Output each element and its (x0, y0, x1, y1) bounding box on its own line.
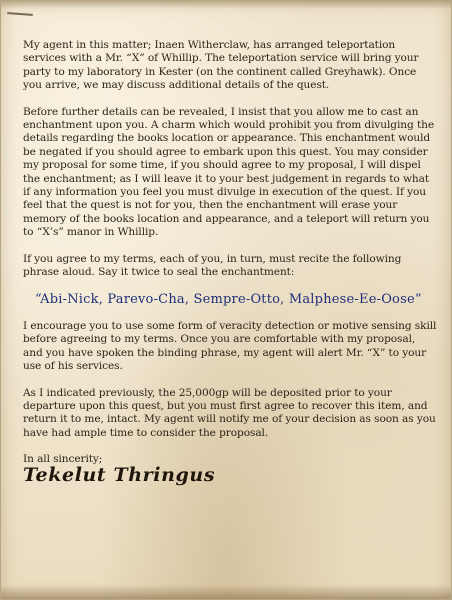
letter-paragraph: As I indicated previously, the 25,000gp will be deposited prior to your departure upon this quest, but you must first agree to recover this item, and return it to me, intact. My agent will notify me of your decision as soon as you have had ample time to consider the proposal. (23, 386, 436, 439)
letter-paragraph: I encourage you to use some form of veracity detection or motive sensing skill before agreeing to my terms. Once you are comfortable with my proposal, and you have spoken the binding phrase, my agent will alert Mr. “X” to your use of his services. (23, 319, 437, 373)
page-bottom-edge (1, 585, 451, 599)
letter-signature: Tekelut Thringus (23, 463, 216, 486)
letter-body (23, 39, 437, 486)
letter-paragraph: Before further details can be revealed, I insist that you allow me to cast an enchantment upon you. A charm which would prohibit you from divulging the details regarding the books location or appearance. This enchantment would be negated if you should agree to embark upon this quest. You may consider my proposal for some time, if you should agree to my proposal, I will dispel the enchantment; as I will leave it to your best judgement in regards to what if any information you feel you must divulge in execution of the quest. If you feel that the quest is not for you, then the enchantment will erase your memory of the books location and appearance, and a teleport will return you to “X’s” manor in Whillip. (23, 105, 434, 239)
letter-paragraph: If you agree to my terms, each of you, in turn, must recite the following phrase aloud. Say it twice to seal the enchantment: (23, 252, 402, 279)
incantation-phrase: “Abi-Nick, Parevo-Cha, Sempre-Otto, Malphese-Ee-Oose” (35, 291, 422, 307)
letter-paragraph: My agent in this matter; Inaen Witherclaw, has arranged teleportation services with a Mr. “X” of Whillip. The teleportation service will bring your party to my laboratory in Kester (on the continent called Greyhawk). Once you arrive, we may discuss additional details of the quest. (23, 39, 419, 92)
ink-mark (7, 12, 33, 16)
page-top-edge (1, 1, 451, 9)
letter-closing: In all sincerity; (23, 453, 103, 466)
